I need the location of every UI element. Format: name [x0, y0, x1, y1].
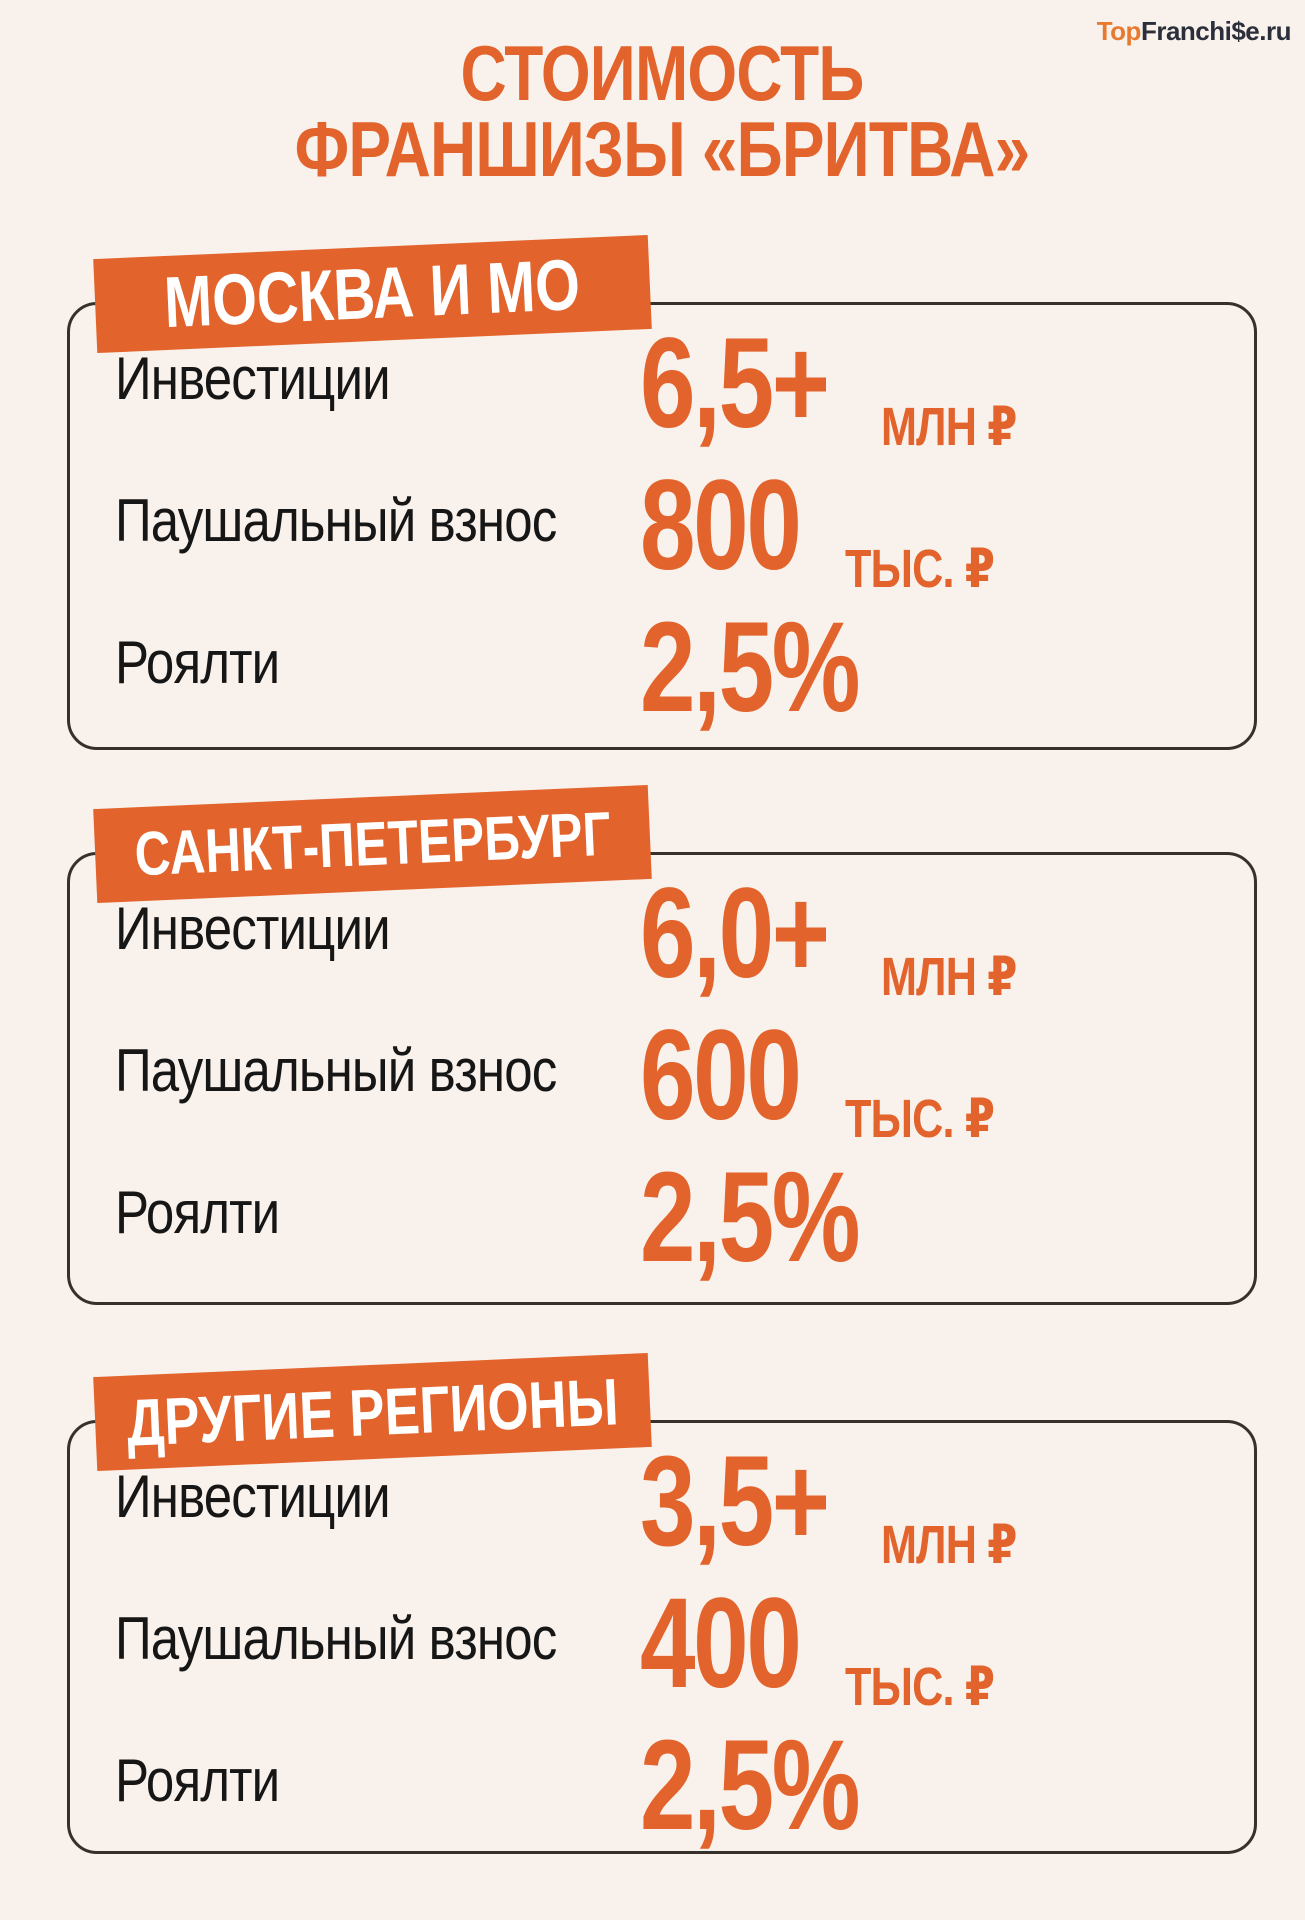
region-card-other — [67, 1420, 1257, 1857]
row-value — [640, 454, 1031, 599]
row-label — [115, 1462, 640, 1537]
value-number: 2,5% — [640, 1146, 859, 1289]
value-number: 600 — [640, 1004, 800, 1147]
row-label-text: Роялти — [115, 1178, 280, 1246]
value-number: 3,5+ — [640, 1430, 828, 1573]
table-row — [115, 1005, 1214, 1147]
table-row — [115, 1573, 1214, 1715]
value-unit: МЛН ₽ — [880, 1515, 1017, 1575]
row-label — [115, 486, 640, 561]
page-title-line-2: ФРАНШИЗЫ «БРИТВА» — [294, 104, 1030, 193]
region-badge-label: ДРУГИЕ РЕГИОНЫ — [125, 1364, 620, 1460]
value-unit: ТЫС. ₽ — [844, 1657, 994, 1717]
logo-prefix: Top — [1096, 16, 1141, 46]
row-value — [640, 312, 1050, 457]
row-label-text: Инвестиции — [115, 894, 390, 962]
row-label — [115, 1604, 640, 1679]
row-label-text: Паушальный взнос — [115, 486, 557, 554]
row-label — [115, 1036, 640, 1111]
row-label — [115, 1746, 640, 1821]
value-unit: ТЫС. ₽ — [844, 539, 994, 599]
value-number: 800 — [640, 454, 800, 597]
value-number: 2,5% — [640, 1714, 859, 1857]
table-row — [115, 1715, 1214, 1857]
logo-suffix: Franchi$e.ru — [1140, 16, 1291, 46]
row-label-text: Паушальный взнос — [115, 1604, 557, 1672]
row-value — [640, 1004, 1031, 1149]
table-row — [115, 597, 1214, 739]
region-badge-label: МОСКВА И МО — [162, 244, 583, 344]
row-label-text: Инвестиции — [115, 344, 390, 412]
row-label-text: Паушальный взнос — [115, 1036, 557, 1104]
region-card-spb — [67, 852, 1257, 1305]
value-number: 6,5+ — [640, 312, 828, 455]
value-unit: ТЫС. ₽ — [844, 1089, 994, 1149]
region-badge-label: САНКТ-ПЕТЕРБУРГ — [133, 799, 612, 889]
value-unit: МЛН ₽ — [880, 947, 1017, 1007]
table-row — [115, 455, 1214, 597]
row-label — [115, 628, 640, 703]
row-label-text: Инвестиции — [115, 1462, 390, 1530]
value-number: 400 — [640, 1572, 800, 1715]
region-card-moscow — [67, 302, 1257, 750]
row-value — [640, 1572, 1031, 1717]
row-value — [640, 1146, 920, 1289]
row-label — [115, 894, 640, 969]
page-title-line-1: СТОИМОСТЬ — [460, 29, 864, 117]
row-value — [640, 862, 1050, 1007]
table-row — [115, 1147, 1214, 1289]
value-number: 2,5% — [640, 596, 859, 739]
value-unit: МЛН ₽ — [880, 397, 1017, 457]
row-label — [115, 1178, 640, 1253]
row-value — [640, 1430, 1050, 1575]
row-value — [640, 596, 920, 739]
row-label-text: Роялти — [115, 1746, 280, 1814]
row-label — [115, 344, 640, 419]
row-value — [640, 1714, 920, 1857]
row-label-text: Роялти — [115, 628, 280, 696]
value-number: 6,0+ — [640, 862, 828, 1005]
